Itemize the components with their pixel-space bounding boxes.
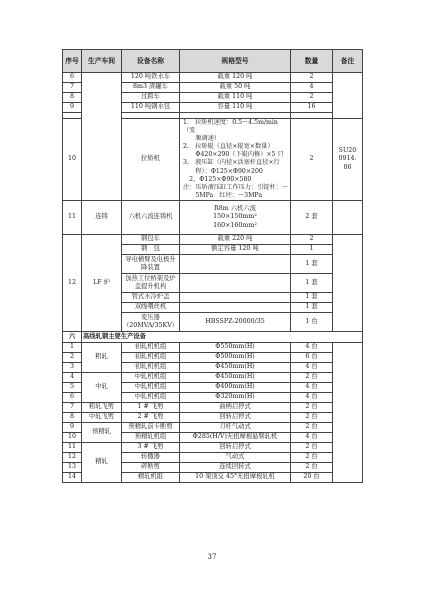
cell-qty: 1 套	[291, 292, 333, 302]
cell-spec: 额定容量 120 吨	[180, 244, 291, 254]
header-workshop: 生产车间	[82, 50, 122, 73]
cell-spec: Φ500mm(H)	[180, 352, 291, 362]
table-row	[63, 200, 363, 234]
cell-note-empty	[333, 234, 363, 331]
cell-no: 4	[63, 372, 82, 382]
cell-name: 钢 包	[122, 244, 180, 254]
cell-qty: 1 套	[291, 273, 333, 292]
cell-name: 1 # 飞剪	[122, 402, 180, 412]
cell-no: 12	[63, 234, 82, 331]
spec-line: 注：压矫液压缸工作压力：引锭杆：～	[183, 183, 289, 191]
cell-spec: 回转启停式	[180, 442, 291, 452]
cell-name: 预精轧机组	[122, 432, 180, 442]
spec-line: 2，Φ125×Φ90×580	[183, 175, 252, 183]
cell-qty: 2 台	[291, 402, 333, 412]
cell-spec: Φ450mm(H)	[180, 362, 291, 372]
cell-no: 8	[63, 412, 82, 422]
cell-spec: 载重 110 吨	[180, 93, 291, 103]
cell-qty: 2 台	[291, 422, 333, 432]
cell-spec: Φ320mm(H)	[180, 392, 291, 402]
table-row	[63, 342, 363, 352]
cell-name: 8m3 渣罐车	[122, 83, 180, 93]
cell-spec: HBSSPZ-20000/35	[180, 312, 291, 331]
cell-no: 8	[63, 93, 82, 103]
cell-qty: 4 台	[291, 382, 333, 392]
cell-name: 管式水冷炉盖	[122, 292, 180, 302]
cell-qty: 2 台	[291, 442, 333, 452]
cell-name: 3 # 飞剪	[122, 442, 180, 452]
table-row	[63, 73, 363, 83]
cell-qty: 2 台	[291, 452, 333, 462]
cell-no: 7	[63, 83, 82, 93]
cell-no: 11	[63, 442, 82, 452]
cell-spec: Φ285(H/V)无扭摩根悬臂轧机	[180, 432, 291, 442]
table-row	[63, 372, 363, 382]
cell-qty: 1 套	[291, 254, 333, 273]
cell-spec: 曲柄启停式	[180, 402, 291, 412]
cell-qty: 1	[291, 244, 333, 254]
cell-qty: 4 台	[291, 392, 333, 402]
cell-spec: Φ450mm(H)	[180, 372, 291, 382]
cell-spec: 气动式	[180, 452, 291, 462]
spec-line: 2. 拉矫辊（直径×辊宽×数量）	[183, 143, 274, 151]
cell-no: 11	[63, 200, 82, 234]
cell-qty: 2 套	[291, 200, 333, 234]
cell-name: 中轧机机组	[122, 372, 180, 382]
cell-workshop: 预精轧	[82, 422, 122, 442]
cell-no: 9	[63, 422, 82, 432]
cell-name: 初轧机机组	[122, 342, 180, 352]
cell-name: 中轧机机组	[122, 392, 180, 402]
cell-name: 预精轧前卡断剪	[122, 422, 180, 432]
spec-line: 频调速）	[183, 135, 221, 143]
table-header-row	[63, 50, 363, 73]
cell-workshop-empty	[82, 73, 122, 201]
cell-note-empty	[333, 200, 363, 234]
cell-workshop: 粗轧	[82, 342, 122, 372]
table-row	[63, 402, 363, 412]
cell-name: 过跨车	[122, 93, 180, 103]
cell-name: 精轧机组	[122, 472, 180, 482]
cell-no: 10	[63, 119, 82, 201]
cell-name: 中轧机机组	[122, 382, 180, 392]
cell-no: 5	[63, 382, 82, 392]
equipment-table	[62, 49, 363, 483]
page-number: 37	[207, 553, 217, 561]
section-header-row	[63, 331, 363, 342]
cell-qty: 4 台	[291, 432, 333, 442]
cell-qty: 2 台	[291, 462, 333, 472]
section-number: 六	[63, 331, 82, 342]
cell-spec-multiline	[180, 119, 291, 201]
spec-line: 5MPa 红坯：～3MPa	[183, 191, 263, 199]
cell-no: 14	[63, 472, 82, 482]
cell-qty: 2	[291, 73, 333, 83]
cell-no: 6	[63, 392, 82, 402]
cell-note-empty	[333, 342, 363, 482]
cell-no: 10	[63, 432, 82, 442]
cell-no: 12	[63, 452, 82, 462]
cell-workshop: 连铸	[82, 200, 122, 234]
cell-name: 2 # 飞剪	[122, 412, 180, 422]
spec-line: 150×150mm²	[213, 213, 257, 221]
table-row	[63, 422, 363, 432]
cell-qty: 1 套	[291, 302, 333, 312]
cell-spec: 回转启停式	[180, 412, 291, 422]
spec-line: 160×160mm²	[213, 221, 257, 229]
cell-spec: 载重 220 吨	[180, 234, 291, 244]
cell-name: 双线喂丝机	[122, 302, 180, 312]
header-no: 序号	[63, 50, 82, 73]
spec-line: 程）：Φ125×Φ90×200	[183, 167, 263, 175]
cell-spec: Φ550mm(H)	[180, 342, 291, 352]
spec-line: R8m 六机六流	[214, 205, 256, 213]
cell-qty: 4	[291, 83, 333, 93]
cell-spec: 刀杆气动式	[180, 422, 291, 432]
header-spec: 规格型号	[180, 50, 291, 73]
cell-workshop: 精轧	[82, 442, 122, 482]
cell-no: 9	[63, 103, 82, 113]
cell-name: 六机六流连铸机	[122, 200, 180, 234]
table-row	[63, 412, 363, 422]
spec-line: Φ420×290（下辊内修）×5 只	[183, 151, 284, 159]
cell-spec: 载重 120 吨	[180, 73, 291, 83]
cell-name: 初轧机机组	[122, 362, 180, 372]
equipment-table-container	[62, 49, 362, 483]
cell-spec	[180, 302, 291, 312]
cell-name: 加热工位桥架及炉盖提升机构	[122, 273, 180, 292]
cell-no: 3	[63, 362, 82, 372]
cell-spec: 载重 50 吨	[180, 83, 291, 93]
cell-no: 13	[63, 462, 82, 472]
cell-workshop: 中轧飞剪	[82, 412, 122, 422]
table-row	[63, 234, 363, 244]
cell-name: 转辙器	[122, 452, 180, 462]
spec-line: 1. 拉矫机速度：0.5～4.5m/min（变	[183, 119, 278, 135]
cell-spec-multiline	[180, 200, 291, 234]
cell-note: SU20 0914. 06	[333, 119, 363, 201]
cell-no: 6	[63, 73, 82, 83]
cell-no: 2	[63, 352, 82, 362]
cell-qty: 1 台	[291, 312, 333, 331]
cell-name: 初轧机机组	[122, 352, 180, 362]
cell-qty: 2 台	[291, 412, 333, 422]
cell-name: 导电横臂及电极升降装置	[122, 254, 180, 273]
cell-qty: 4 台	[291, 362, 333, 372]
cell-name: 120 吨铁水车	[122, 73, 180, 83]
cell-name: 110 吨钢水包	[122, 103, 180, 113]
header-name: 设备名称	[122, 50, 180, 73]
cell-no: 7	[63, 402, 82, 412]
cell-spec	[180, 292, 291, 302]
cell-spec	[180, 273, 291, 292]
cell-spec: 连续回转式	[180, 462, 291, 472]
cell-qty: 2	[291, 93, 333, 103]
header-qty: 数量	[291, 50, 333, 73]
cell-spec: 10 架顶交 45°无扭摩根轧机	[180, 472, 291, 482]
spec-line: 3. 液压缸（内径×活塞杆直径×行	[183, 159, 280, 167]
cell-qty: 6 台	[291, 352, 333, 362]
cell-name: 钢包车	[122, 234, 180, 244]
cell-no: 1	[63, 342, 82, 352]
section-title: 高线轧钢主要生产设备	[82, 331, 363, 342]
cell-qty: 16	[291, 103, 333, 113]
table-row	[63, 442, 363, 452]
cell-workshop: 中轧	[82, 372, 122, 402]
cell-spec: Φ400mm(H)	[180, 382, 291, 392]
cell-qty: 2	[291, 234, 333, 244]
header-note: 备注	[333, 50, 363, 73]
cell-qty: 20 台	[291, 472, 333, 482]
cell-workshop: LF 炉	[82, 234, 122, 331]
cell-name: 碎断剪	[122, 462, 180, 472]
cell-note-empty	[333, 73, 363, 119]
cell-qty: 4 台	[291, 342, 333, 352]
cell-qty: 2	[291, 119, 333, 201]
cell-spec	[180, 254, 291, 273]
cell-qty: 2 台	[291, 372, 333, 382]
cell-name: 变压器（20MVA/35KV）	[122, 312, 180, 331]
cell-spec: 容量 110 吨	[180, 103, 291, 113]
cell-workshop: 粗轧飞剪	[82, 402, 122, 412]
cell-name: 拉矫机	[122, 119, 180, 201]
